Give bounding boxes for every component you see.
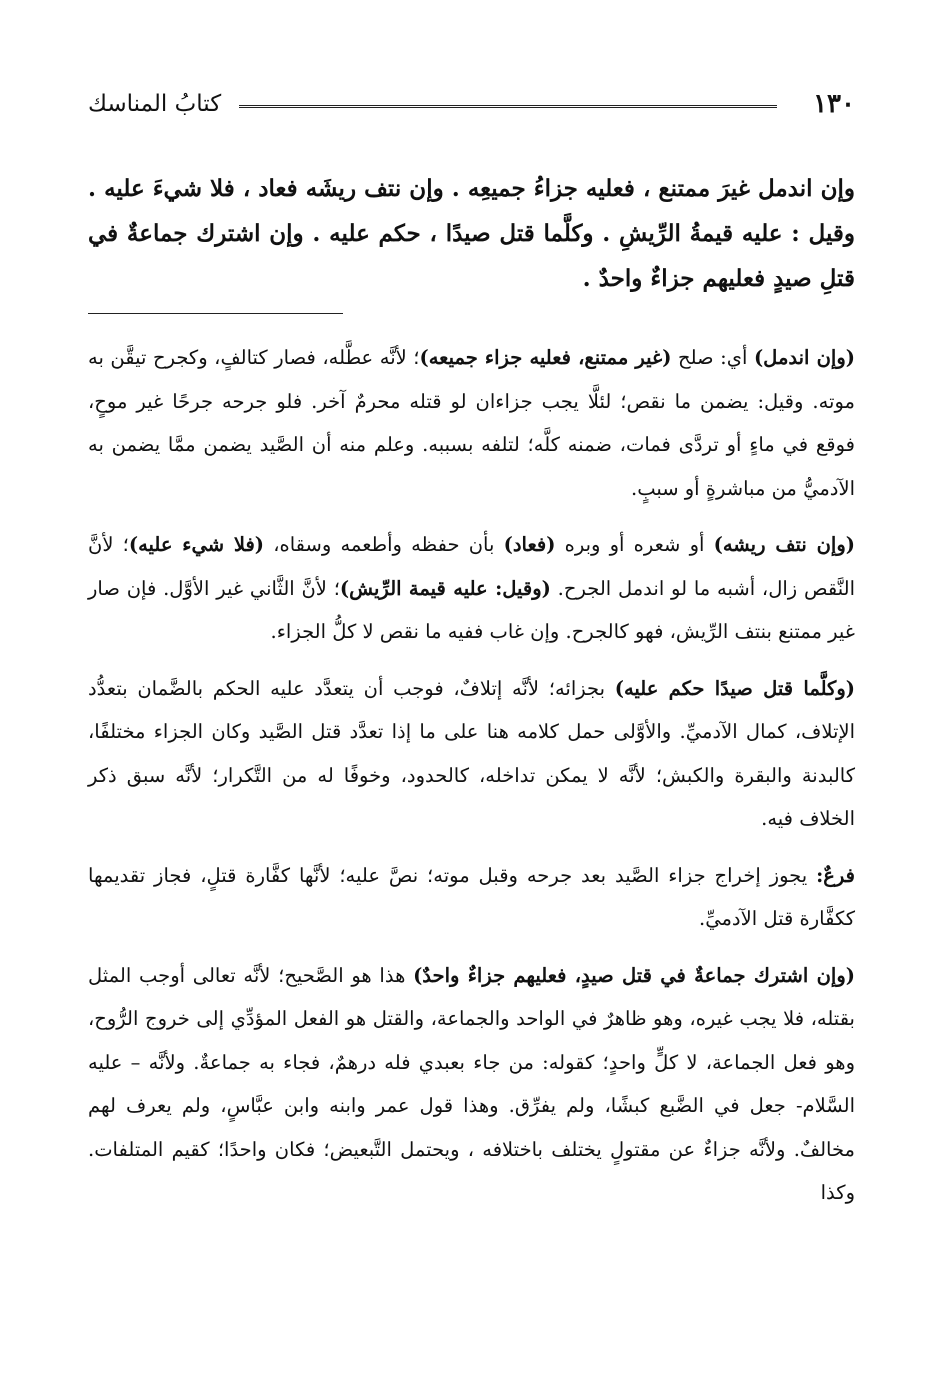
lemma: (وقيل: عليه قيمة الرِّيش): [339, 576, 551, 600]
commentary-paragraph: فرعٌ: يجوز إخراج جزاء الصَّيد بعد جرحه وقبل موته؛ نصَّ عليه؛ لأنَّها كفَّارة قتلٍ، فجاز تقديمها ككفَّارة قتل الآدميِّ.: [88, 863, 855, 930]
commentary: [88, 336, 855, 1228]
commentary-paragraph: (وإن اشترك جماعةٌ في قتل صيدٍ، فعليهم جزاءٌ واحدٌ) هذا هو الصَّحيح؛ لأنَّه تعالى أوجب المثل بقتله، فلا يجب غيره، وهو ظاهرٌ في الواحد والجماعة، والقتل هو الفعل المؤدِّي إلى خروج الرُّوح، وهو فعل الجماعة، لا كلٍّ واحدٍ؛ كقوله: من جاء بعبدي فله درهمٌ، فجاء به جماعةٌ. ولأنَّه – عليه السَّلام- جعل في الضَّبع كبشًا، ولم يفرِّق. وهذا قول عمر وابنه وابن عبَّاسٍ، ولم يعرف لهم مخالفٌ. ولأنَّه جزاءٌ عن مقتولٍ يختلف باختلافه ، ويحتمل التَّبعيض؛ فكان واحدًا؛ كقيم المتلفات. وكذا: [88, 963, 855, 1204]
lemma: (وإن اندمل): [753, 346, 855, 369]
lemma: فرعٌ:: [816, 863, 855, 887]
lemma: (فلا شيء عليه): [128, 533, 265, 556]
commentary-paragraph: (وإن اندمل) أي: صلح (غير ممتنع، فعليه جزاء جميعه)؛ لأنَّه عطَّله، فصار كتالفٍ، وكجرح تيقَّن به موته. وقيل: يضمن ما نقص؛ لئلَّا يجب جزاءان لو قتله محرمٌ آخر. فلو جرحه جرحًا غير موحٍ، فوقع في ماءٍ أو تردَّى فمات، ضمنه كلَّه؛ لتلفه بسببه. وعلم منه أن الصَّيد يضمن ممَّا يضمن به الآدميُّ من مباشرةٍ أو سببٍ.: [88, 346, 855, 500]
running-head: [88, 86, 855, 122]
page-number: ١٣٠: [813, 89, 855, 119]
lemma: (وإن اشترك جماعةٌ في قتل صيدٍ، فعليهم جزاءٌ واحدٌ): [413, 963, 855, 987]
lemma: (وكلَّما قتل صيدًا حكم عليه): [614, 676, 855, 700]
lemma: (وإن نتف ريشه): [713, 533, 855, 556]
lemma: (فعاد): [503, 533, 556, 556]
main-text-rule: [88, 313, 343, 314]
commentary-paragraph: (وإن نتف ريشه) أو شعره أو وبره (فعاد) بأن حفظه وأطعمه وسقاه، (فلا شيء عليه)؛ لأنَّ النَّقص زال، أشبه ما لو اندمل الجرح. (وقيل: عليه قيمة الرِّيش)؛ لأنَّ الثَّاني غير الأوَّل. فإن صار غير ممتنع بنتف الرِّيش، فهو كالجرح. وإن غاب ففيه ما نقص لا كلُّ الجزاء.: [88, 533, 856, 643]
commentary-paragraph: (وكلَّما قتل صيدًا حكم عليه) بجزائه؛ لأنَّه إتلافٌ، فوجب أن يتعدَّد عليه الحكم بالضَّمان بتعدُّد الإتلاف، كمال الآدميِّ. والأوَّلى حمل كلامه هنا على ما إذا تعدَّد قتل الصَّيد وكان الجزاء مختلفًا، كالبدنة والبقرة والكبش؛ لأنَّه لا يمكن تداخله، كالحدود، وخوفًا له من التَّكرار؛ لأنَّه سبق ذكر الخلاف فيه.: [88, 676, 855, 830]
lemma: (غير ممتنع، فعليه جزاء جميعه): [419, 346, 672, 369]
book-title: كتابُ المناسك: [88, 91, 222, 117]
header-rule: [239, 105, 777, 108]
main-text: وإن اندمل غيرَ ممتنع ، فعليه جزاءُ جميعِه . وإن نتف ريشَه فعاد ، فلا شيءَ عليه . وقيل : عليه قيمةُ الرِّيشِ . وكلَّما قتل صيدًا ، حكم عليه . وإن اشترك جماعةٌ في قتلِ صيدٍ فعليهم جزاءٌ واحدٌ .: [88, 175, 855, 292]
